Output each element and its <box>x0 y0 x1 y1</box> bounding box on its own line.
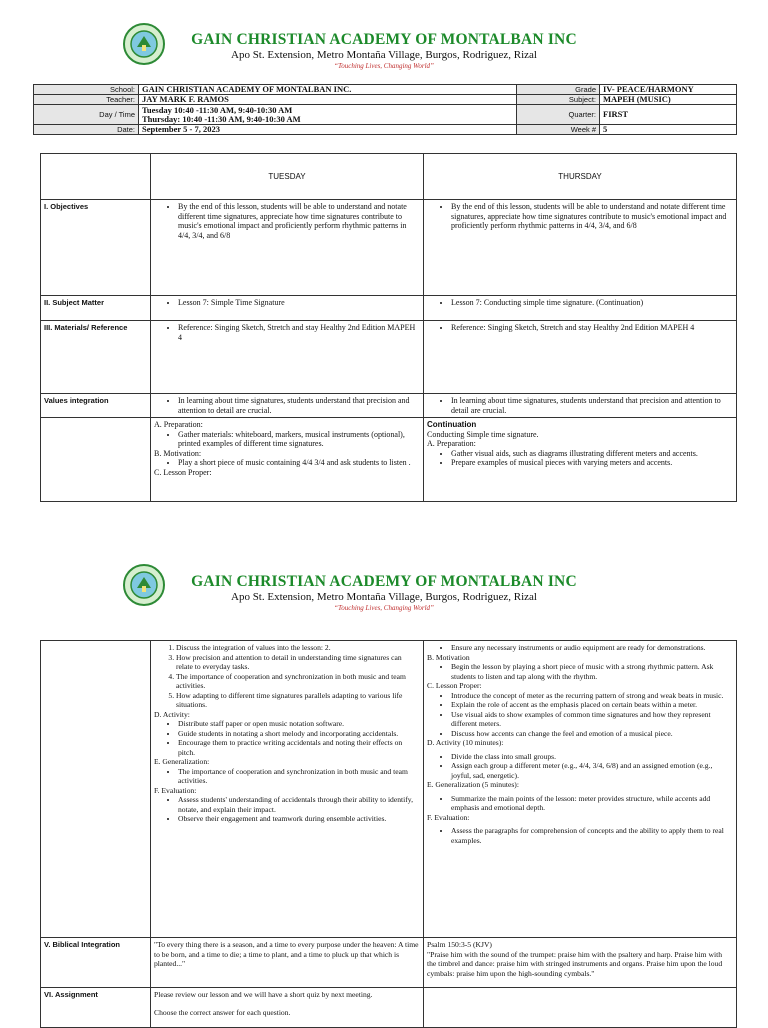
values-step: 4. The importance of cooperation and synchronization in both music and team activities. <box>176 672 420 691</box>
biblical-tuesday-text: "To every thing there is a season, and a time to every purpose under the heaven: A time to be born, and a time to die; a time to plant, and a time to pluck up that which is planted..." <box>154 940 419 968</box>
daytime-value <box>139 105 517 125</box>
objectives-thursday-text: • By the end of this lesson, students will be able to understand and notate different time signatures, appreciate how time signatures contribute to music's emotional impact and proficiently perform rhythmic patterns in 4/4, 3/4, and 6/8 <box>451 202 733 231</box>
activity-heading: D. Activity (10 minutes): <box>427 738 504 747</box>
activity-item: • Distribute staff paper or open music notation software. <box>178 719 420 729</box>
generalization-item: • Summarize the main points of the lesson: meter provides structure, while accents add emphasis and emotional depth. <box>451 794 733 813</box>
materials-tuesday-text: • Reference: Singing Sketch, Stretch and stay Healthy 2nd Edition MAPEH 4 <box>178 323 420 342</box>
quarter-label: Quarter: <box>517 105 600 125</box>
preparation-item: • Prepare examples of musical pieces with varying meters and accents. <box>451 458 733 468</box>
subject-thursday <box>424 296 737 321</box>
values-step: 5. How adapting to different time signatures parallels adapting to various life situations. <box>176 691 420 710</box>
corner-cell <box>41 154 151 200</box>
thursday-header: THURSDAY <box>424 154 737 200</box>
evaluation-item: • Assess the paragraphs for comprehension of concepts and the ability to apply them to real examples. <box>451 826 733 845</box>
grade-label: Grade <box>517 85 600 95</box>
preparation-item: • Gather visual aids, such as diagrams illustrating different meters and accents. <box>451 449 733 459</box>
teacher-value: JAY MARK F. RAMOS <box>139 95 517 105</box>
daytime-line-2: Thursday: 10:40 -11:30 AM, 9:40-10:30 AM <box>142 113 301 124</box>
biblical-tuesday <box>151 938 424 988</box>
school-motto: “Touching Lives, Changing World” <box>334 604 434 612</box>
assignment-label: VI. Assignment <box>41 988 151 1028</box>
school-label: School: <box>34 85 139 95</box>
values-tuesday <box>151 394 424 418</box>
assignment-tuesday <box>151 988 424 1028</box>
procedure-label <box>41 418 151 502</box>
activity-item: • Encourage them to practice writing accidentals and noting their effects on pitch. <box>178 738 420 757</box>
motivation-item: • Begin the lesson by playing a short piece of music with a strong rhythmic pattern. Ask students to listen and tap along with the rhythm. <box>451 662 733 681</box>
values-thursday-text: • In learning about time signatures, students understand that precision and attention to detail are crucial. <box>451 396 733 415</box>
motivation-item: • Play a short piece of music containing 4/4 3/4 and ask students to listen . <box>178 458 420 468</box>
school-value: GAIN CHRISTIAN ACADEMY OF MONTALBAN INC. <box>139 85 517 95</box>
materials-label: III. Materials/ Reference <box>41 321 151 394</box>
lesson-proper-item: • Use visual aids to show examples of common time signatures and how they represent different meters. <box>451 710 733 729</box>
procedure-thursday-cont <box>424 641 737 938</box>
school-address: Apo St. Extension, Metro Montaña Village, Burgos, Rodriguez, Rizal <box>231 49 537 61</box>
procedure-tuesday-cont <box>151 641 424 938</box>
preparation-item: • Gather materials: whiteboard, markers, musical instruments (optional), printed examples of different time signatures. <box>178 430 420 449</box>
subject-matter-label: II. Subject Matter <box>41 296 151 321</box>
biblical-thursday-text: "Praise him with the sound of the trumpet: praise him with the psaltery and harp. Praise him with the timbrel and dance: praise him with stringed instruments and organs. Praise him upon the loud cymbals: praise him upon the high-sounding cymbals." <box>427 949 723 978</box>
objectives-label: I. Objectives <box>41 200 151 296</box>
generalization-heading: E. Generalization: <box>154 757 210 766</box>
objectives-tuesday-text: • By the end of this lesson, students will be able to understand and notate different time signatures, appreciate how time signatures contribute to music's emotional impact and proficiently perform rhythmic patterns in 4/4, 3/4, and 6/8 <box>178 202 420 240</box>
materials-tuesday <box>151 321 424 394</box>
preparation-item: • Ensure any necessary instruments or audio equipment are ready for demonstrations. <box>451 643 733 653</box>
values-label: Values integration <box>41 394 151 418</box>
school-motto: “Touching Lives, Changing World” <box>334 62 434 70</box>
generalization-item: • The importance of cooperation and synchronization in both music and team activities. <box>178 767 420 786</box>
lesson-plan-table-2 <box>40 640 737 1028</box>
week-value: 5 <box>600 125 737 135</box>
school-address: Apo St. Extension, Metro Montaña Village, Burgos, Rodriguez, Rizal <box>231 591 537 603</box>
week-label: Week # <box>517 125 600 135</box>
activity-item: • Guide students in notating a short melody and incorporating accidentals. <box>178 729 420 739</box>
continuation-heading: Continuation <box>427 420 477 429</box>
biblical-reference: Psalm 150:3-5 (KJV) <box>427 940 492 949</box>
daytime-label: Day / Time <box>34 105 139 125</box>
subject-label: Subject: <box>517 95 600 105</box>
preparation-heading: A. Preparation: <box>427 439 476 448</box>
lesson-proper-item: • Explain the role of accent as the emphasis placed on certain beats within a meter. <box>451 700 733 710</box>
continuation-intro: Conducting Simple time signature. <box>427 429 539 439</box>
daytime-line-1: Tuesday 10:40 -11:30 AM, 9:40-10:30 AM <box>142 104 293 115</box>
values-thursday <box>424 394 737 418</box>
procedure-label <box>41 641 151 938</box>
evaluation-heading: F. Evaluation: <box>154 785 197 795</box>
objectives-thursday <box>424 200 737 296</box>
lesson-proper-item: • Introduce the concept of meter as the recurring pattern of strong and weak beats in music. <box>451 691 733 701</box>
evaluation-item: • Observe their engagement and teamwork during ensemble activities. <box>178 814 420 824</box>
grade-value: IV- PEACE/HARMONY <box>600 85 737 95</box>
subject-tuesday-text: • Lesson 7: Simple Time Signature <box>178 298 420 308</box>
assignment-text-1: Please review our lesson and we will have a short quiz by next meeting. <box>154 990 373 999</box>
assignment-thursday <box>424 988 737 1028</box>
info-table <box>33 84 737 135</box>
subject-tuesday <box>151 296 424 321</box>
materials-thursday <box>424 321 737 394</box>
procedure-tuesday <box>151 418 424 502</box>
motivation-heading: B. Motivation: <box>154 448 202 458</box>
values-step: 1. Discuss the integration of values into the lesson: 2. <box>176 643 420 653</box>
lesson-proper-item: • Discuss how accents can change the feel and emotion of a musical piece. <box>451 729 733 739</box>
evaluation-item: • Assess students' understanding of accidentals through their ability to identify, notate, and explain their impact. <box>178 795 420 814</box>
procedure-thursday <box>424 418 737 502</box>
values-step: 3. How precision and attention to detail in understanding time signatures can relate to everyday tasks. <box>176 653 420 672</box>
activity-item: • Assign each group a different meter (e.g., 4/4, 3/4, 6/8) and an assigned emotion (e.g., joyful, sad, energetic). <box>451 761 733 780</box>
teacher-label: Teacher: <box>34 95 139 105</box>
evaluation-heading: F. Evaluation: <box>427 812 470 822</box>
motivation-heading: B. Motivation <box>427 652 470 662</box>
materials-thursday-text: • Reference: Singing Sketch, Stretch and stay Healthy 2nd Edition MAPEH 4 <box>451 323 733 333</box>
school-name: GAIN CHRISTIAN ACADEMY OF MONTALBAN INC <box>191 31 577 48</box>
values-tuesday-text: • In learning about time signatures, students understand that precision and attention to detail are crucial. <box>178 396 420 415</box>
objectives-tuesday <box>151 200 424 296</box>
biblical-thursday <box>424 938 737 988</box>
subject-value: MAPEH (MUSIC) <box>600 95 737 105</box>
school-name: GAIN CHRISTIAN ACADEMY OF MONTALBAN INC <box>191 573 577 590</box>
activity-heading: D. Activity: <box>154 709 190 719</box>
subject-thursday-text: • Lesson 7: Conducting simple time signature. (Continuation) <box>451 298 733 308</box>
assignment-text-2: Choose the correct answer for each question. <box>154 1007 291 1017</box>
lesson-proper-heading: C. Lesson Proper: <box>154 467 212 477</box>
preparation-heading: A. Preparation: <box>154 420 203 429</box>
generalization-heading: E. Generalization (5 minutes): <box>427 780 519 789</box>
lesson-proper-heading: C. Lesson Proper: <box>427 681 482 690</box>
biblical-label: V. Biblical Integration <box>41 938 151 988</box>
tuesday-header: TUESDAY <box>151 154 424 200</box>
date-value: September 5 - 7, 2023 <box>139 125 517 135</box>
lesson-plan-table-1 <box>40 153 737 502</box>
quarter-value: FIRST <box>600 105 737 125</box>
activity-item: • Divide the class into small groups. <box>451 752 733 762</box>
date-label: Date: <box>34 125 139 135</box>
